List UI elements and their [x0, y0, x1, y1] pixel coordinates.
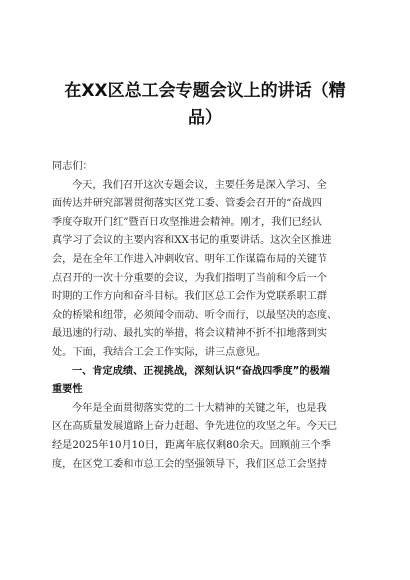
paragraph-line: 处。下面，我结合工会工作实际，讲三点意见。: [52, 346, 266, 358]
paragraph-line: 区在高质量发展道路上奋力赶超、争先进位的攻坚之年。今天已: [52, 421, 338, 433]
paragraph-opening: [52, 177, 358, 363]
paragraph-line: 今天，我们召开这次专题会议，主要任务是深入学习、全: [72, 179, 327, 191]
paragraph-line: 会，是在全年工作进入冲刺收官、明年工作谋篇布局的关键节: [52, 253, 328, 265]
paragraph-line: 今年是全面贯彻落实党的二十大精神的关键之年，也是我: [72, 402, 327, 414]
paragraph-line: 时期的工作方向和奋斗目标。我们区总工会作为党联系职工群: [52, 291, 328, 303]
paragraph-line: 季度夺取开门红”暨百日攻坚推进会精神。刚才，我们已经认: [52, 216, 323, 228]
section-heading: [52, 363, 358, 400]
section-heading-line: 一、肯定成绩、正视挑战，深刻认识“奋战四季度”的极端: [72, 365, 330, 377]
title-line: 品）: [188, 108, 222, 128]
section-heading-line: 重要性: [52, 384, 83, 396]
document-body: [52, 158, 358, 474]
title-line: 在XX区总工会专题会议上的讲话（精: [64, 81, 346, 101]
paragraph-line: 经是2025年10月10日，距离年底仅剩80余天。回顾前三个季: [52, 439, 331, 451]
paragraph-line: 度，在区党工委和市总工会的坚强领导下，我们区总工会坚持: [52, 458, 328, 470]
paragraph-line: 点召开的一次十分重要的会议，为我们指明了当前和今后一个: [52, 272, 328, 284]
paragraph-line: 最迅速的行动、最扎实的举措，将会议精神不折不扣地落到实: [52, 328, 328, 340]
paragraph-context: [52, 400, 358, 474]
paragraph-line: 真学习了会议的主要内容和XX书记的重要讲话。这次全区推进: [52, 235, 332, 247]
greeting: 同志们：: [52, 161, 93, 172]
paragraph-line: 面传达并研究部署贯彻落实区党工委、管委会召开的“奋战四: [52, 198, 323, 210]
paragraph-line: 众的桥梁和纽带，必须闻令而动、听令而行，以最坚决的态度、: [52, 309, 338, 321]
document-title: [52, 78, 358, 132]
